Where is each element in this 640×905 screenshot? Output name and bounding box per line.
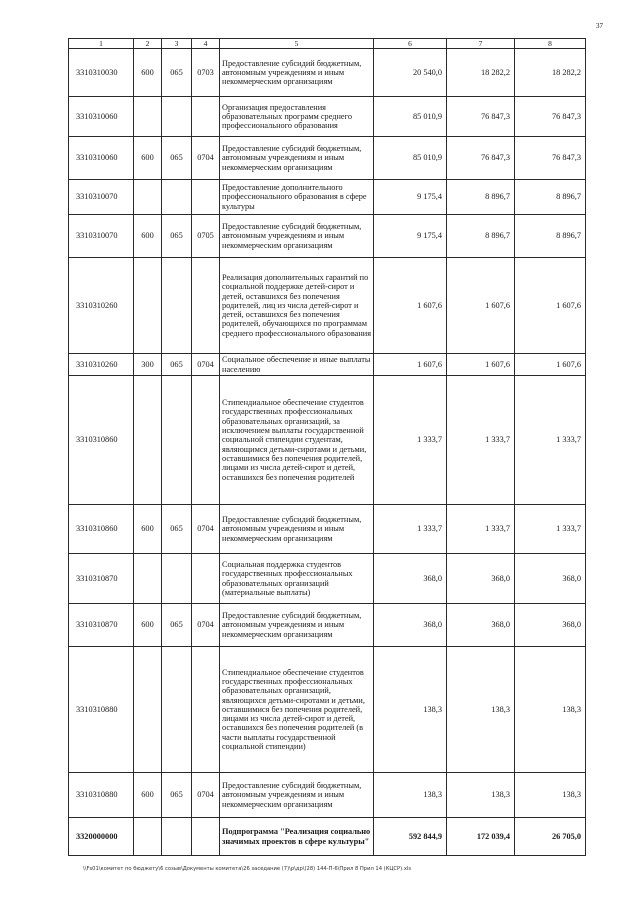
item-name-cell: Организация предоставления образовательных программ среднего профессионального образования xyxy=(220,97,374,137)
amount-col7-cell: 8 896,7 xyxy=(447,215,515,258)
amount-col8-cell: 1 607,6 xyxy=(515,354,586,376)
department-code-cell xyxy=(162,818,192,856)
item-name-cell: Предоставление субсидий бюджетным, автономным учреждениям и иным некоммерческим организациям xyxy=(220,215,374,258)
amount-col7-cell: 76 847,3 xyxy=(447,137,515,180)
classification-code-cell: 3320000000 xyxy=(69,818,134,856)
amount-col8-cell: 1 607,6 xyxy=(515,258,586,354)
header-cell: 6 xyxy=(374,39,447,49)
department-code-cell: 065 xyxy=(162,604,192,647)
item-name-cell: Социальная поддержка студентов государственных профессиональных образовательных организаций (материальные выплаты) xyxy=(220,554,374,604)
classification-code-cell: 3310310070 xyxy=(69,180,134,215)
amount-col8-cell: 1 333,7 xyxy=(515,505,586,554)
expense-type-cell: 600 xyxy=(134,49,162,97)
section-code-cell: 0703 xyxy=(192,49,220,97)
amount-col8-cell: 368,0 xyxy=(515,604,586,647)
table-row xyxy=(69,647,586,773)
amount-col8-cell: 138,3 xyxy=(515,773,586,818)
amount-col6-cell: 9 175,4 xyxy=(374,180,447,215)
amount-col8-cell: 368,0 xyxy=(515,554,586,604)
item-name-cell: Подпрограмма "Реализация социально значимых проектов в сфере культуры" xyxy=(220,818,374,856)
table-row xyxy=(69,354,586,376)
table-row xyxy=(69,137,586,180)
table-row xyxy=(69,49,586,97)
expense-type-cell xyxy=(134,97,162,137)
section-code-cell xyxy=(192,554,220,604)
section-code-cell xyxy=(192,647,220,773)
section-code-cell xyxy=(192,818,220,856)
classification-code-cell: 3310310860 xyxy=(69,505,134,554)
amount-col6-cell: 85 010,9 xyxy=(374,97,447,137)
amount-col6-cell: 85 010,9 xyxy=(374,137,447,180)
section-code-cell: 0704 xyxy=(192,137,220,180)
department-code-cell xyxy=(162,376,192,505)
section-code-cell: 0704 xyxy=(192,505,220,554)
department-code-cell xyxy=(162,258,192,354)
footer-file-path: \\Fs01\комитет по бюджету\6 созыв\Документы комитета\26 заседание (7)\р\др\(28) 144-П-6\Прил 8 Прил 14 (КЦСР).xls xyxy=(83,866,412,872)
item-name-cell: Реализация дополнительных гарантий по социальной поддержке детей-сирот и детей, оставшихся без попечения родителей, лиц из числа детей-сирот и детей, оставшихся без попечения родителей, обучающихся по программам среднего профессионального образования xyxy=(220,258,374,354)
expense-type-cell: 600 xyxy=(134,137,162,180)
item-name-cell: Стипендиальное обеспечение студентов государственных профессиональных образовательных организаций, за исключением выплаты государственной социальной стипендии студентам, являющимся детьми-сиротами и детьми, оставшимися без попечения родителей, лицами из числа детей-сирот и детей, оставшихся без попечения родителей xyxy=(220,376,374,505)
table-row xyxy=(69,180,586,215)
amount-col6-cell: 592 844,9 xyxy=(374,818,447,856)
table-row xyxy=(69,773,586,818)
table-row xyxy=(69,376,586,505)
header-cell: 4 xyxy=(192,39,220,49)
department-code-cell: 065 xyxy=(162,49,192,97)
table-row xyxy=(69,818,586,856)
item-name-cell: Предоставление дополнительного профессионального образования в сфере культуры xyxy=(220,180,374,215)
section-code-cell: 0704 xyxy=(192,354,220,376)
amount-col7-cell: 138,3 xyxy=(447,773,515,818)
section-code-cell: 0704 xyxy=(192,773,220,818)
table-header-row xyxy=(69,39,586,49)
amount-col8-cell: 1 333,7 xyxy=(515,376,586,505)
amount-col8-cell: 8 896,7 xyxy=(515,215,586,258)
classification-code-cell: 3310310260 xyxy=(69,354,134,376)
section-code-cell xyxy=(192,258,220,354)
expense-type-cell xyxy=(134,554,162,604)
classification-code-cell: 3310310870 xyxy=(69,554,134,604)
item-name-cell: Стипендиальное обеспечение студентов государственных профессиональных образовательных организаций, являющихся детьми-сиротами и детьми, оставшимися без попечения родителей, лицами из числа детей-сирот и детей, оставшихся без попечения родителей (в части выплаты государственной социальной стипендии) xyxy=(220,647,374,773)
item-name-cell: Социальное обеспечение и иные выплаты населению xyxy=(220,354,374,376)
table-row xyxy=(69,215,586,258)
expense-type-cell: 600 xyxy=(134,773,162,818)
department-code-cell: 065 xyxy=(162,505,192,554)
amount-col6-cell: 138,3 xyxy=(374,647,447,773)
department-code-cell: 065 xyxy=(162,773,192,818)
section-code-cell: 0705 xyxy=(192,215,220,258)
classification-code-cell: 3310310070 xyxy=(69,215,134,258)
department-code-cell xyxy=(162,647,192,773)
table-row xyxy=(69,554,586,604)
classification-code-cell: 3310310880 xyxy=(69,773,134,818)
department-code-cell xyxy=(162,180,192,215)
header-cell: 1 xyxy=(69,39,134,49)
item-name-cell: Предоставление субсидий бюджетным, автономным учреждениям и иным некоммерческим организациям xyxy=(220,604,374,647)
table-row xyxy=(69,505,586,554)
amount-col8-cell: 26 705,0 xyxy=(515,818,586,856)
header-cell: 3 xyxy=(162,39,192,49)
section-code-cell: 0704 xyxy=(192,604,220,647)
section-code-cell xyxy=(192,97,220,137)
amount-col6-cell: 1 333,7 xyxy=(374,376,447,505)
table-row xyxy=(69,604,586,647)
expense-type-cell xyxy=(134,258,162,354)
amount-col6-cell: 368,0 xyxy=(374,554,447,604)
expense-type-cell xyxy=(134,647,162,773)
amount-col7-cell: 368,0 xyxy=(447,554,515,604)
expense-type-cell xyxy=(134,818,162,856)
amount-col6-cell: 368,0 xyxy=(374,604,447,647)
expense-type-cell: 600 xyxy=(134,215,162,258)
amount-col7-cell: 368,0 xyxy=(447,604,515,647)
table-row xyxy=(69,97,586,137)
amount-col6-cell: 1 607,6 xyxy=(374,354,447,376)
classification-code-cell: 3310310030 xyxy=(69,49,134,97)
classification-code-cell: 3310310880 xyxy=(69,647,134,773)
amount-col7-cell: 1 607,6 xyxy=(447,354,515,376)
amount-col6-cell: 20 540,0 xyxy=(374,49,447,97)
amount-col8-cell: 18 282,2 xyxy=(515,49,586,97)
classification-code-cell: 3310310060 xyxy=(69,137,134,180)
header-cell: 5 xyxy=(220,39,374,49)
amount-col7-cell: 76 847,3 xyxy=(447,97,515,137)
department-code-cell xyxy=(162,554,192,604)
item-name-cell: Предоставление субсидий бюджетным, автономным учреждениям и иным некоммерческим организациям xyxy=(220,137,374,180)
expense-type-cell: 600 xyxy=(134,505,162,554)
classification-code-cell: 3310310260 xyxy=(69,258,134,354)
amount-col8-cell: 76 847,3 xyxy=(515,97,586,137)
department-code-cell: 065 xyxy=(162,354,192,376)
expense-type-cell: 600 xyxy=(134,604,162,647)
amount-col8-cell: 138,3 xyxy=(515,647,586,773)
expense-type-cell xyxy=(134,180,162,215)
classification-code-cell: 3310310860 xyxy=(69,376,134,505)
amount-col8-cell: 76 847,3 xyxy=(515,137,586,180)
expense-type-cell: 300 xyxy=(134,354,162,376)
amount-col6-cell: 138,3 xyxy=(374,773,447,818)
header-cell: 2 xyxy=(134,39,162,49)
amount-col7-cell: 172 039,4 xyxy=(447,818,515,856)
amount-col7-cell: 1 607,6 xyxy=(447,258,515,354)
section-code-cell xyxy=(192,180,220,215)
amount-col7-cell: 138,3 xyxy=(447,647,515,773)
department-code-cell: 065 xyxy=(162,137,192,180)
amount-col7-cell: 1 333,7 xyxy=(447,376,515,505)
expense-type-cell xyxy=(134,376,162,505)
classification-code-cell: 3310310870 xyxy=(69,604,134,647)
header-cell: 7 xyxy=(447,39,515,49)
amount-col6-cell: 1 333,7 xyxy=(374,505,447,554)
page-number: 37 xyxy=(596,22,603,30)
item-name-cell: Предоставление субсидий бюджетным, автономным учреждениям и иным некоммерческим организациям xyxy=(220,773,374,818)
amount-col7-cell: 18 282,2 xyxy=(447,49,515,97)
amount-col7-cell: 8 896,7 xyxy=(447,180,515,215)
item-name-cell: Предоставление субсидий бюджетным, автономным учреждениям и иным некоммерческим организациям xyxy=(220,49,374,97)
item-name-cell: Предоставление субсидий бюджетным, автономным учреждениям и иным некоммерческим организациям xyxy=(220,505,374,554)
header-cell: 8 xyxy=(515,39,586,49)
amount-col6-cell: 1 607,6 xyxy=(374,258,447,354)
department-code-cell: 065 xyxy=(162,215,192,258)
amount-col7-cell: 1 333,7 xyxy=(447,505,515,554)
amount-col8-cell: 8 896,7 xyxy=(515,180,586,215)
section-code-cell xyxy=(192,376,220,505)
amount-col6-cell: 9 175,4 xyxy=(374,215,447,258)
table-row xyxy=(69,258,586,354)
department-code-cell xyxy=(162,97,192,137)
budget-table xyxy=(68,38,586,856)
classification-code-cell: 3310310060 xyxy=(69,97,134,137)
